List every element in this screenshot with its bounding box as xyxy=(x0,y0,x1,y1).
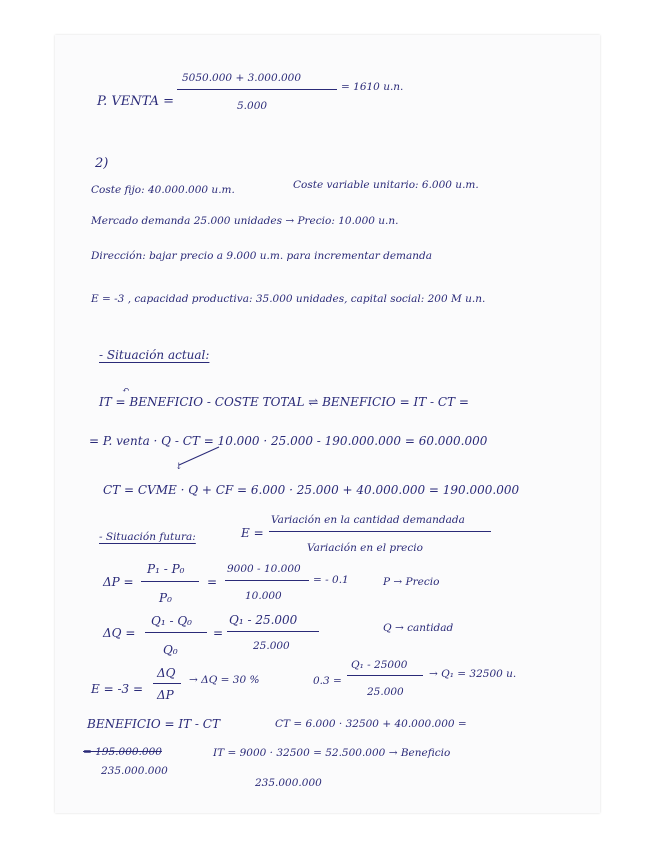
q1-numerator: Q₁ - 25000 xyxy=(351,659,408,671)
e-delta-q: ΔQ xyxy=(157,666,176,680)
price-result: = 1610 u.n. xyxy=(341,81,404,93)
arrow-mark-icon: ↶ xyxy=(122,386,130,396)
delta-q-numerator-values: Q₁ - 25.000 xyxy=(229,613,298,627)
price-numerator: 5050.000 + 3.000.000 xyxy=(182,72,302,84)
fixed-cost-line: Coste fijo: 40.000.000 u.m. xyxy=(91,184,235,196)
delta-q-values-bar xyxy=(227,631,319,632)
q1-fraction-bar xyxy=(347,675,423,676)
svg-text:↓: ↓ xyxy=(175,462,183,469)
future-it-line: IT = 9000 · 32500 = 52.500.000 → Beneficio xyxy=(213,747,451,759)
future-it-value: 235.000.000 xyxy=(255,777,322,789)
crossed-out-value: = 195.000.000 xyxy=(83,746,162,758)
delta-q-denominator-values: 25.000 xyxy=(253,640,290,652)
problem-number: 2) xyxy=(95,156,109,171)
paper-sheet xyxy=(55,35,600,813)
delta-p-bar xyxy=(141,581,199,582)
delta-p-denominator-values: 10.000 xyxy=(245,590,282,602)
delta-q-bar xyxy=(145,632,207,633)
future-situation-heading: - Situación futura: xyxy=(99,531,196,543)
delta-p-numerator: P₁ - P₀ xyxy=(147,562,185,576)
variable-cost-line: Coste variable unitario: 6.000 u.m. xyxy=(293,179,479,191)
link-arrow-icon xyxy=(175,443,225,469)
benefit-formula: BENEFICIO = IT - CT xyxy=(87,717,220,731)
q1-result: → Q₁ = 32500 u. xyxy=(429,668,517,680)
elasticity-lhs: E = xyxy=(241,526,264,540)
q1-denominator: 25.000 xyxy=(367,686,404,698)
e-delta-p: ΔP xyxy=(157,688,174,702)
delta-p-numerator-values: 9000 - 10.000 xyxy=(227,563,301,575)
delta-q-equals: = xyxy=(213,626,224,640)
elasticity-capacity-line: E = -3 , capacidad productiva: 35.000 unidades, capital social: 200 M u.n. xyxy=(91,293,486,305)
delta-q-lhs: ΔQ = xyxy=(103,626,136,640)
it-benefit-line: IT = BENEFICIO - COSTE TOTAL ⇌ BENEFICIO = IT - CT = xyxy=(99,395,469,409)
price-label: P. VENTA = xyxy=(97,94,175,109)
current-benefit-line: = P. venta · Q - CT = 10.000 · 25.000 - 190.000.000 = 60.000.000 xyxy=(89,434,488,448)
delta-q-denominator: Q₀ xyxy=(163,643,178,657)
price-denominator: 5.000 xyxy=(237,100,268,112)
price-fraction-bar xyxy=(177,89,337,90)
elasticity-numerator: Variación en la cantidad demandada xyxy=(271,514,465,526)
delta-p-result: = - 0.1 xyxy=(313,574,349,586)
future-ct-line: CT = 6.000 · 32500 + 40.000.000 = xyxy=(275,718,467,730)
delta-p-lhs: ΔP = xyxy=(103,575,134,589)
delta-p-equals: = xyxy=(207,575,218,589)
point-three-equals: 0.3 = xyxy=(313,675,342,687)
total-cost-line: CT = CVME · Q + CF = 6.000 · 25.000 + 40.000.000 = 190.000.000 xyxy=(103,483,520,497)
delta-q-percent-result: → ΔQ = 30 % xyxy=(189,674,260,686)
elasticity-fraction-bar xyxy=(269,531,491,532)
delta-p-denominator: P₀ xyxy=(159,591,172,605)
delta-q-numerator: Q₁ - Q₀ xyxy=(151,614,192,628)
direction-line: Dirección: bajar precio a 9.000 u.m. para incrementar demanda xyxy=(91,250,433,262)
elasticity-denominator: Variación en el precio xyxy=(307,542,423,554)
delta-p-values-bar xyxy=(225,580,309,581)
demand-line: Mercado demanda 25.000 unidades → Precio: 10.000 u.n. xyxy=(91,215,399,227)
price-note: P → Precio xyxy=(383,576,440,588)
quantity-note: Q → cantidad xyxy=(383,622,454,634)
current-situation-heading: - Situación actual: xyxy=(99,348,210,362)
future-ct-value: 235.000.000 xyxy=(101,765,168,777)
e-ratio-bar xyxy=(153,683,181,684)
e-minus3-lhs: E = -3 = xyxy=(91,682,144,696)
